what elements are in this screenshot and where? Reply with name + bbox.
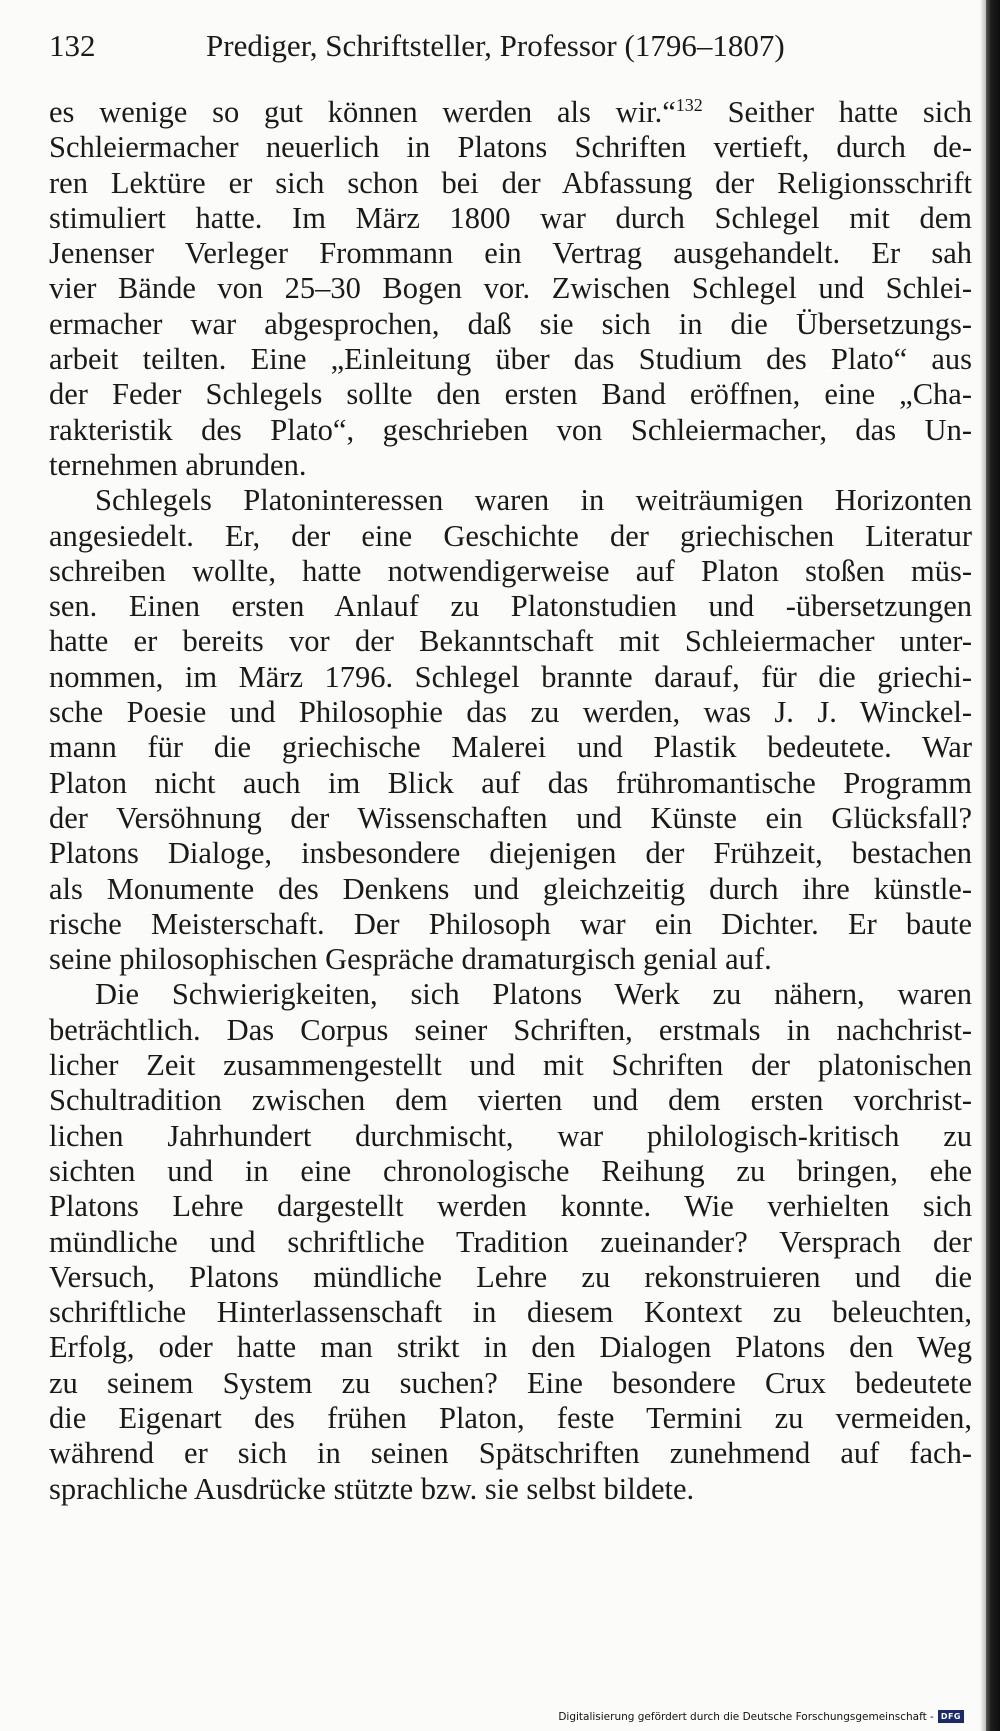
text-line: rische Meisterschaft. Der Philosoph war ein Dichter. Er baute — [49, 906, 972, 941]
text-line: die Eigenart des frühen Platon, feste Termini zu vermeiden, — [49, 1400, 972, 1435]
text-line: Versuch, Platons mündliche Lehre zu rekonstruieren und die — [49, 1259, 972, 1294]
page-edge — [986, 0, 1000, 1731]
text-line: rakteristik des Plato“, geschrieben von Schleiermacher, das Un- — [49, 412, 972, 447]
text-line: ternehmen abrunden. — [49, 447, 307, 482]
funding-note: Digitalisierung gefördert durch die Deutsche Forschungsgemeinschaft - — [558, 1710, 934, 1723]
text-line: Platons Dialoge, insbesondere diejenigen der Frühzeit, bestachen — [49, 836, 972, 871]
text-line: angesiedelt. Er, der eine Geschichte der griechischen Literatur — [49, 518, 972, 553]
text-line: sichten und in eine chronologische Reihung zu bringen, ehe — [49, 1153, 972, 1188]
text-line: mann für die griechische Malerei und Plastik bedeutete. War — [49, 730, 972, 765]
body-text — [49, 95, 972, 1507]
text-line: Erfolg, oder hatte man strikt in den Dialogen Platons den Weg — [49, 1330, 972, 1365]
text-line: arbeit teilten. Eine „Einleitung über das Studium des Plato“ aus — [49, 342, 972, 377]
text-line: Schultradition zwischen dem vierten und dem ersten vorchrist- — [49, 1083, 972, 1118]
text-line: mündliche und schriftliche Tradition zueinander? Versprach der — [49, 1224, 972, 1259]
text-line: zu seinem System zu suchen? Eine besondere Crux bedeutete — [49, 1365, 972, 1400]
text-line: Platons Lehre dargestellt werden konnte. Wie verhielten sich — [49, 1189, 972, 1224]
text-line: hatte er bereits vor der Bekanntschaft mit Schleiermacher unter- — [49, 624, 972, 659]
text-line: schreiben wollte, hatte notwendigerweise auf Platon stoßen müs- — [49, 553, 972, 588]
text-line: beträchtlich. Das Corpus seiner Schriften, erstmals in nachchrist- — [49, 1012, 972, 1047]
text-line: schriftliche Hinterlassenschaft in diesem Kontext zu beleuchten, — [49, 1295, 972, 1330]
text-line: nommen, im März 1796. Schlegel brannte darauf, für die griechi- — [49, 659, 972, 694]
text-line: sprachliche Ausdrücke stützte bzw. sie selbst bildete. — [49, 1471, 695, 1506]
text-line: als Monumente des Denkens und gleichzeitig durch ihre künstle- — [49, 871, 972, 906]
text-line: der Versöhnung der Wissenschaften und Künste ein Glücksfall? — [49, 800, 972, 835]
text-line: Schlegels Platoninteressen waren in weiträumigen Horizonten — [95, 483, 972, 518]
running-head: Prediger, Schriftsteller, Professor (1796–1807) — [206, 28, 785, 63]
text-line: Platon nicht auch im Blick auf das frühromantische Programm — [49, 765, 972, 800]
text-line: vier Bände von 25–30 Bogen vor. Zwischen Schlegel und Schlei- — [49, 271, 972, 306]
text-line: ermacher war abgesprochen, daß sie sich in die Übersetzungs- — [49, 306, 972, 341]
text-line: licher Zeit zusammengestellt und mit Schriften der platonischen — [49, 1048, 972, 1083]
text-line: sche Poesie und Philosophie das zu werden, was J. J. Winckel- — [49, 695, 972, 730]
text-line: sen. Einen ersten Anlauf zu Platonstudien und -übersetzungen — [49, 589, 972, 624]
text-line: lichen Jahrhundert durchmischt, war philologisch-kritisch zu — [49, 1118, 972, 1153]
funding-footer — [558, 1710, 964, 1723]
text-line: Jenenser Verleger Frommann ein Vertrag ausgehandelt. Er sah — [49, 236, 972, 271]
dfg-logo-icon: DFG — [938, 1710, 964, 1723]
page-header — [49, 26, 979, 66]
footnote-ref[interactable]: 132 — [675, 95, 703, 115]
text-line: seine philosophischen Gespräche dramaturgisch genial auf. — [49, 942, 772, 977]
text-line: ren Lektüre er sich schon bei der Abfassung der Religionsschrift — [49, 165, 972, 200]
text-line: stimuliert hatte. Im März 1800 war durch Schlegel mit dem — [49, 200, 972, 235]
text-line-1: es wenige so gut können werden als wir.“$^{132}$ Seither hatte sich — [49, 95, 972, 129]
page-number: 132 — [49, 28, 96, 63]
text-line: während er sich in seinen Spätschriften zunehmend auf fach- — [49, 1436, 972, 1471]
text-line: der Feder Schlegels sollte den ersten Band eröffnen, eine „Cha- — [49, 377, 972, 412]
text-line: Die Schwierigkeiten, sich Platons Werk zu nähern, waren — [95, 977, 972, 1012]
text-line: Schleiermacher neuerlich in Platons Schriften vertieft, durch de- — [49, 130, 972, 165]
